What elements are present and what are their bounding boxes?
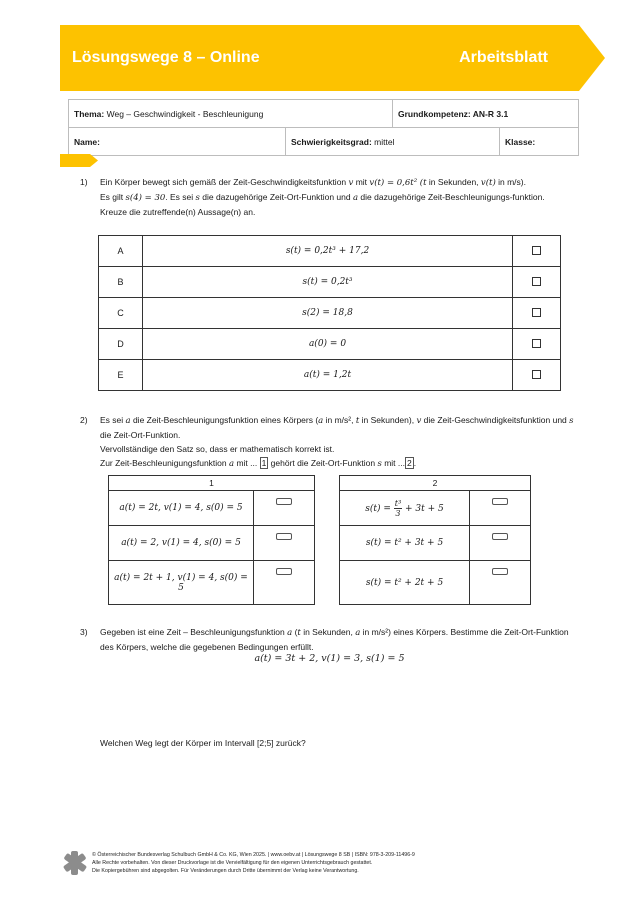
name-cell[interactable] xyxy=(69,128,286,156)
gap-2-option: s(t) = t² + 2t + 5 xyxy=(340,561,470,605)
header-banner xyxy=(60,25,605,91)
gap-2-option-1-checkbox[interactable] xyxy=(492,498,508,505)
gap-1-option-3-checkbox[interactable] xyxy=(276,568,292,575)
question-1-text: Ein Körper bewegt sich gemäß der Zeit-Geschwindigkeitsfunktion v mit v(t) = 0,6t² (t in Sekunden, v(t) in m/s). Es gilt s(4) = 30. Es sei s die dazugehörige Zeit-Ort-Funktion und a die dazugehörige Zeit-Beschleunigungs-funktion. Kreuze die zutreffende(n) Aussage(n) an. xyxy=(100,177,545,217)
question-2-number: 2) xyxy=(80,415,88,425)
option-row-e xyxy=(99,360,561,391)
question-1-number: 1) xyxy=(80,177,88,187)
thema-label: Thema: xyxy=(74,108,105,119)
gap-2-option-2-checkbox[interactable] xyxy=(492,533,508,540)
question-2-text: Es sei a die Zeit-Beschleunigungsfunktion eines Körpers (a in m/s², t in Sekunden), v die Zeit-Geschwindigkeitsfunktion und s die Zeit-Ort-Funktion. Vervollständige den Satz so, dass er mathematisch korrekt ist. Zur Zeit-Beschleunigungsfunktion a mit ... 1 gehört die Zeit-Ort-Funktion s mit ... 2 . xyxy=(100,415,574,469)
option-formula: a(0) = 0 xyxy=(143,329,513,360)
info-table xyxy=(68,99,579,156)
name-label: Name: xyxy=(74,136,100,147)
thema-value: Weg – Geschwindigkeit - Beschleunigung xyxy=(104,108,264,119)
option-letter: D xyxy=(99,329,143,360)
gap-1-option: a(t) = 2t, v(1) = 4, s(0) = 5 xyxy=(109,491,254,526)
section-tab-marker xyxy=(60,154,98,172)
footer xyxy=(62,850,582,880)
option-letter: A xyxy=(99,236,143,267)
gap-1-option-2-checkbox[interactable] xyxy=(276,533,292,540)
option-formula: s(t) = 0,2t³ + 17,2 xyxy=(143,236,513,267)
kompetenz-cell xyxy=(393,100,579,128)
option-d-checkbox[interactable] xyxy=(532,339,541,348)
schwierigkeit-value: mittel xyxy=(371,136,395,147)
thema-cell xyxy=(69,100,393,128)
option-c-checkbox[interactable] xyxy=(532,308,541,317)
question-3-text: Gegeben ist eine Zeit – Beschleunigungsfunktion a (t in Sekunden, a in m/s²) eines Körpers. Bestimme die Zeit-Ort-Funktion des Körpers, welche die gegebenen Bedingungen erfüllt. xyxy=(100,627,569,652)
gap-1-option-1-checkbox[interactable] xyxy=(276,498,292,505)
option-formula: s(2) = 18,8 xyxy=(143,298,513,329)
option-formula: a(t) = 1,2t xyxy=(143,360,513,391)
option-e-checkbox[interactable] xyxy=(532,370,541,379)
question-3-followup: Welchen Weg legt der Körper im Intervall [2;5] zurück? xyxy=(100,738,306,748)
option-b-checkbox[interactable] xyxy=(532,277,541,286)
gap-2-option: s(t) = t² + 3t + 5 xyxy=(340,526,470,561)
copyright-text: © Österreichischer Bundesverlag Schulbuch GmbH & Co. KG, Wien 2025. | www.oebv.at | Lösungswege 8 SB | ISBN: 978-3-209-11496-9 Alle Rechte vorbehalten. Von dieser Druckvorlage ist die Vervielfältigung für den eigenen Unterrichtsgebrauch gestattet. Die Kopiergebühren sind abgegolten. Für Veränderungen durch Dritte übernimmt der Verlag keine Verantwortung. xyxy=(92,852,415,874)
option-row-b xyxy=(99,267,561,298)
schwierigkeit-label: Schwierigkeitsgrad: xyxy=(291,136,372,147)
gap-2-table xyxy=(339,475,531,605)
gap-2-box: 2 xyxy=(406,458,412,468)
question-1-instruction: Kreuze die zutreffende(n) Aussage(n) an. xyxy=(100,207,256,217)
header-title: Lösungswege 8 – Online xyxy=(72,49,260,66)
kompetenz-label: Grundkompetenz: AN-R 3.1 xyxy=(398,108,509,119)
gap-2-option: s(t) = $\frac{\text{t³}}{3}$ + 3t + 5 xyxy=(340,491,470,526)
option-row-d xyxy=(99,329,561,360)
schwierigkeit-cell xyxy=(286,128,500,156)
question-3-equation: a(t) = 3t + 2, v(1) = 3, s(1) = 5 xyxy=(254,653,405,664)
gap-1-box: 1 xyxy=(261,458,267,468)
option-formula: s(t) = 0,2t³ xyxy=(143,267,513,298)
gap-1-header: 1 xyxy=(109,476,315,491)
q1-options-table xyxy=(98,235,561,391)
gap-1-option: a(t) = 2, v(1) = 4, s(0) = 5 xyxy=(109,526,254,561)
klasse-cell[interactable] xyxy=(500,128,579,156)
option-letter: C xyxy=(99,298,143,329)
klasse-label: Klasse: xyxy=(505,136,536,147)
header-label: Arbeitsblatt xyxy=(459,49,548,66)
option-letter: E xyxy=(99,360,143,391)
publisher-logo-icon xyxy=(62,850,88,876)
gap-2-option-3-checkbox[interactable] xyxy=(492,568,508,575)
question-3-number: 3) xyxy=(80,627,88,637)
gap-1-table xyxy=(108,475,315,605)
fraction: $\frac{\text{t³}}{3}$ xyxy=(394,498,402,518)
option-letter: B xyxy=(99,267,143,298)
gap-1-option: a(t) = 2t + 1, v(1) = 4, s(0) = 5 xyxy=(109,561,254,605)
option-row-a xyxy=(99,236,561,267)
gap-2-header: 2 xyxy=(340,476,531,491)
option-a-checkbox[interactable] xyxy=(532,246,541,255)
option-row-c xyxy=(99,298,561,329)
